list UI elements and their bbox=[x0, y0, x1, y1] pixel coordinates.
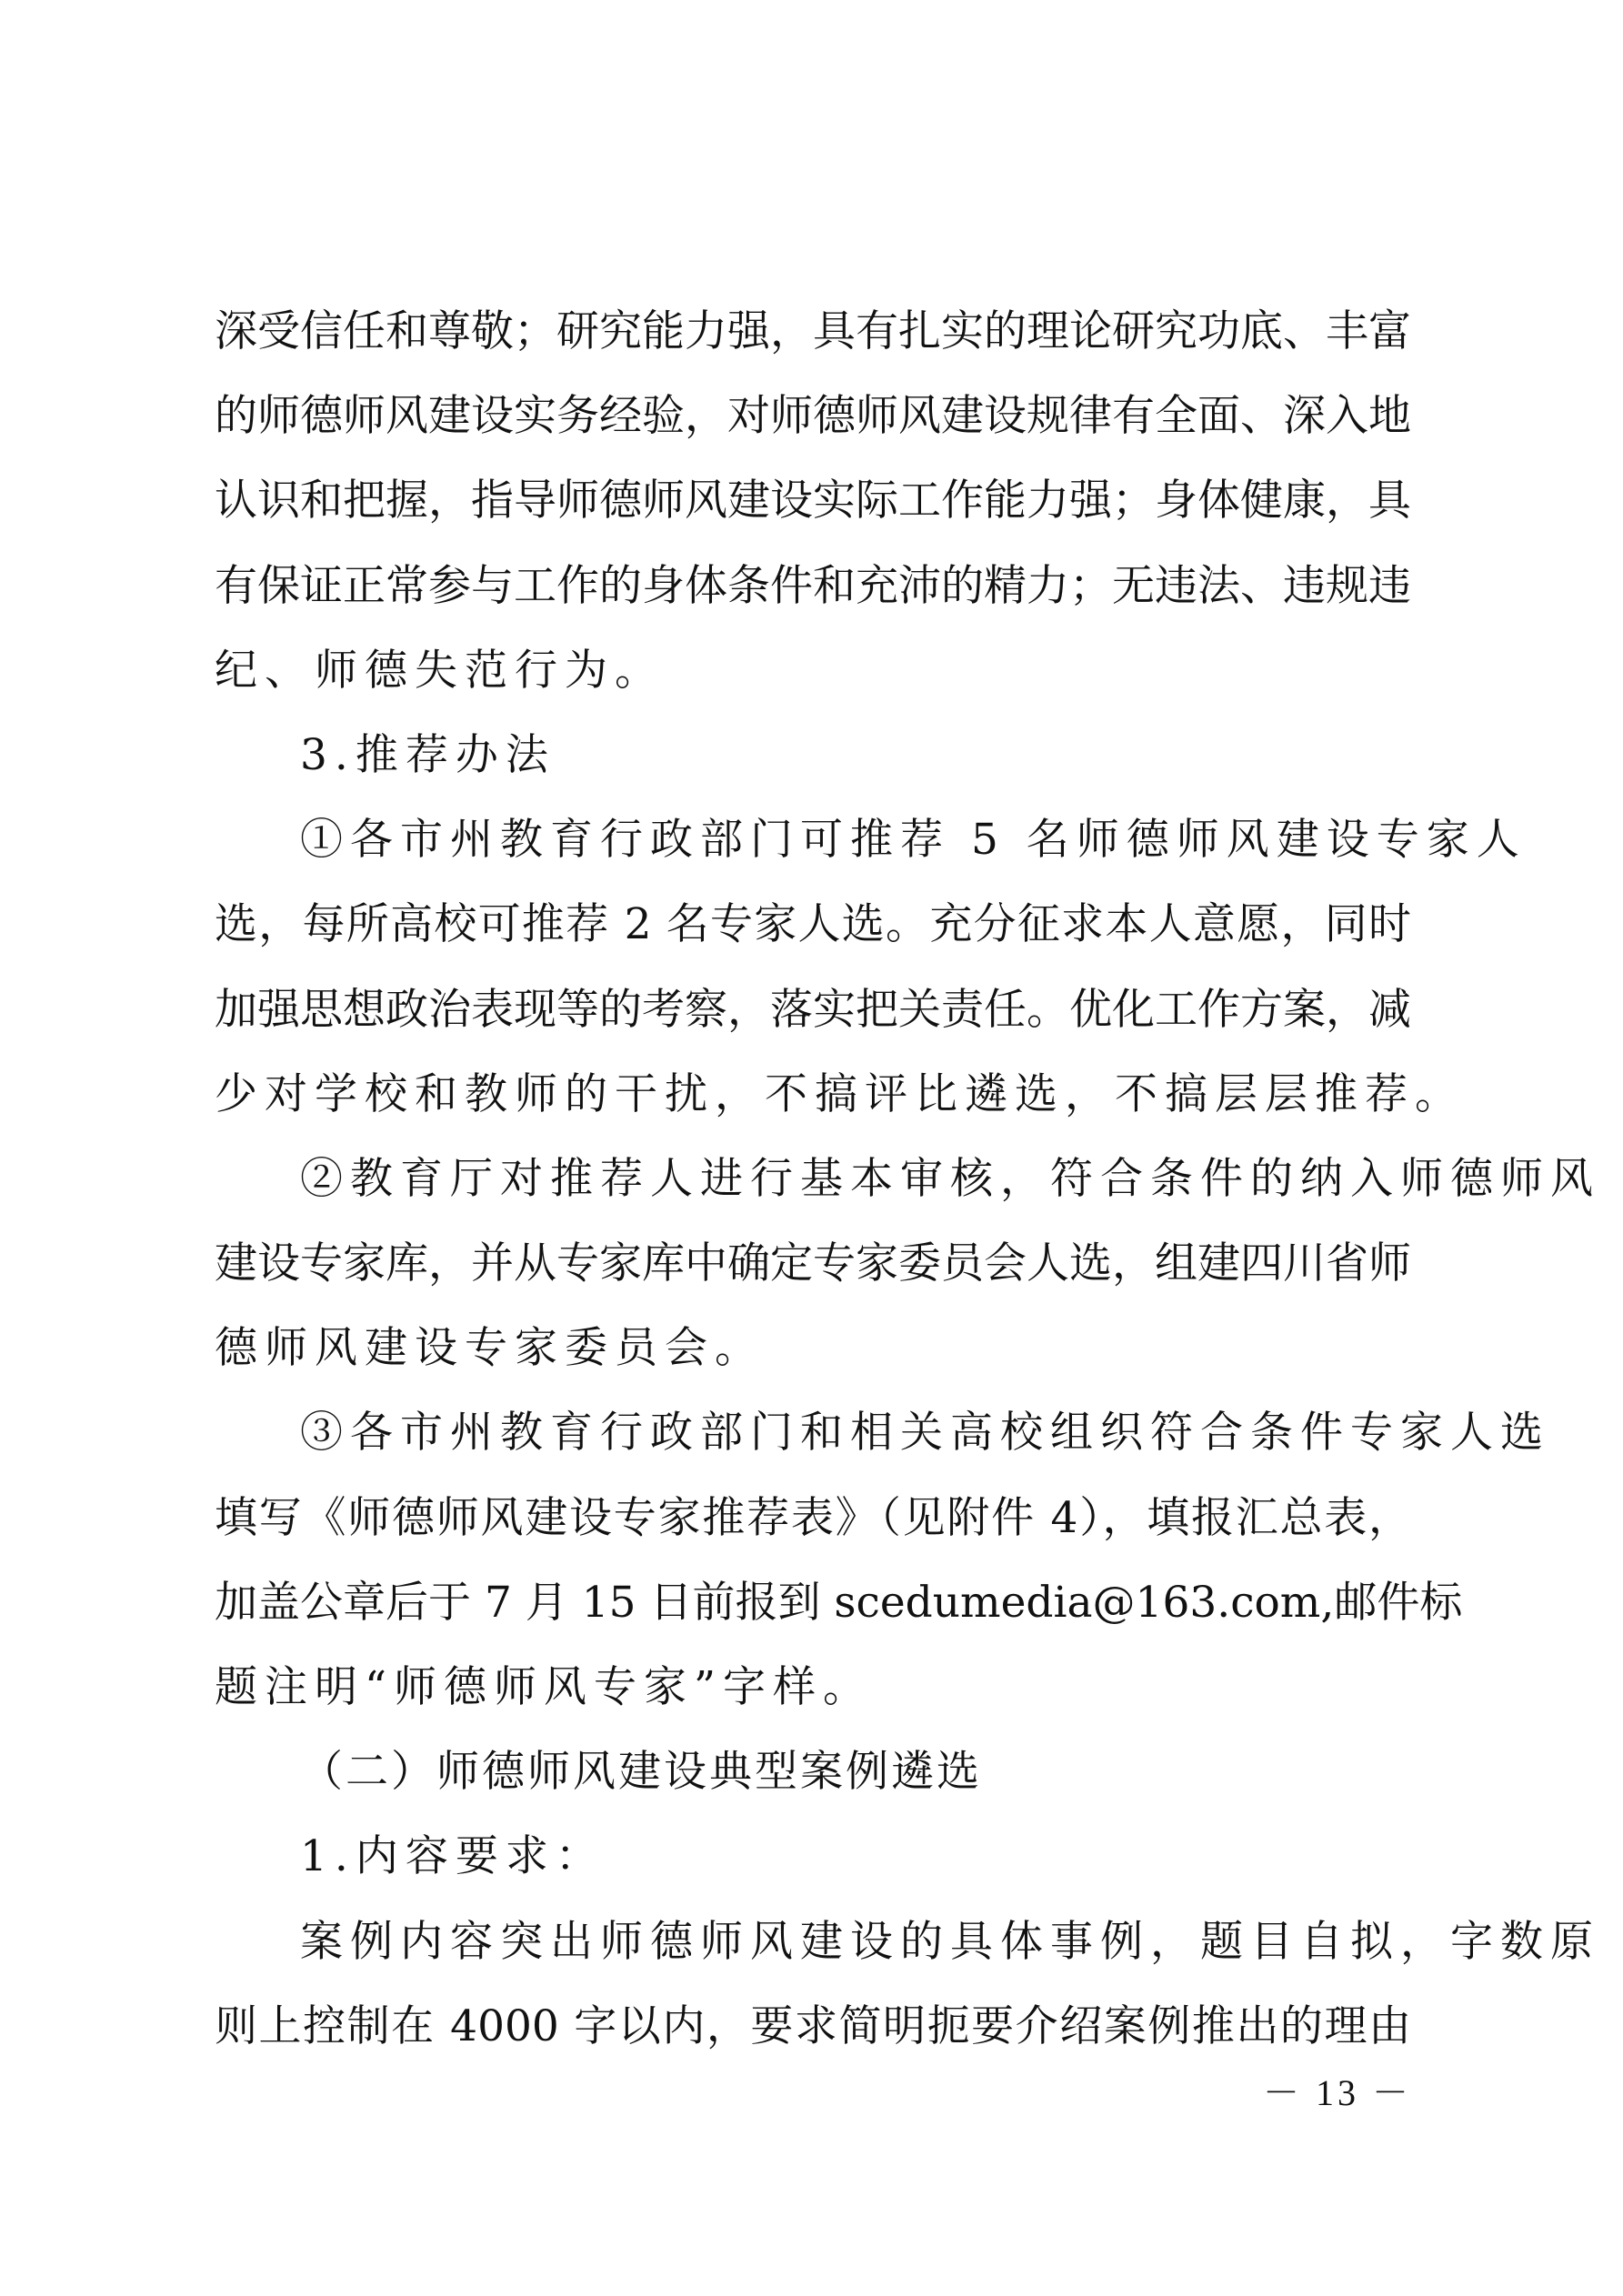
text-line: ③各市州教育行政部门和相关高校组织符合条件专家人选 bbox=[300, 1408, 1550, 1459]
body-text bbox=[215, 289, 1600, 2069]
text-line: 加强思想政治表现等的考察，落实把关责任。优化工作方案，减 bbox=[215, 984, 1411, 1035]
text-line: 选，每所高校可推荐 2 名专家人选。充分征求本人意愿，同时 bbox=[215, 899, 1411, 950]
text-line: 题注明“师德师风专家”字样。 bbox=[215, 1662, 874, 1712]
text-line: 案例内容突出师德师风建设的具体事例，题目自拟，字数原 bbox=[300, 1916, 1600, 1967]
text-line: 纪、师德失范行为。 bbox=[215, 645, 665, 696]
text-line: ①各市州教育行政部门可推荐 5 名师德师风建设专家人 bbox=[300, 815, 1527, 866]
text-line: 德师风建设专家委员会。 bbox=[215, 1323, 765, 1374]
text-line: 有保证正常参与工作的身体条件和充沛的精力；无违法、违规违 bbox=[215, 560, 1411, 611]
text-line: ②教育厅对推荐人进行基本审核，符合条件的纳入师德师风 bbox=[300, 1153, 1600, 1204]
text-line: 少对学校和教师的干扰，不搞评比遴选，不搞层层推荐。 bbox=[215, 1068, 1465, 1119]
section-heading: （二）师德师风建设典型案例遴选 bbox=[300, 1747, 982, 1798]
section-subheading: 1.内容要求： bbox=[300, 1831, 606, 1882]
section-subheading: 3.推荐办法 bbox=[300, 729, 556, 780]
text-line: 加盖公章后于 7 月 15 日前报到 scedumedia@163.com,邮件标 bbox=[215, 1577, 1463, 1628]
text-line: 填写《师德师风建设专家推荐表》（见附件 4），填报汇总表， bbox=[215, 1492, 1411, 1543]
text-line: 建设专家库，并从专家库中确定专家委员会人选，组建四川省师 bbox=[215, 1238, 1411, 1289]
page-number: － 13 － bbox=[1263, 2072, 1412, 2113]
text-line: 深受信任和尊敬；研究能力强，具有扎实的理论研究功底、丰富 bbox=[215, 306, 1411, 356]
text-line: 认识和把握，指导师德师风建设实际工作能力强；身体健康，具 bbox=[215, 476, 1411, 526]
text-line: 的师德师风建设实务经验，对师德师风建设规律有全面、深入地 bbox=[215, 391, 1411, 442]
text-line: 则上控制在 4000 字以内，要求简明扼要介绍案例推出的理由 bbox=[215, 2000, 1411, 2051]
